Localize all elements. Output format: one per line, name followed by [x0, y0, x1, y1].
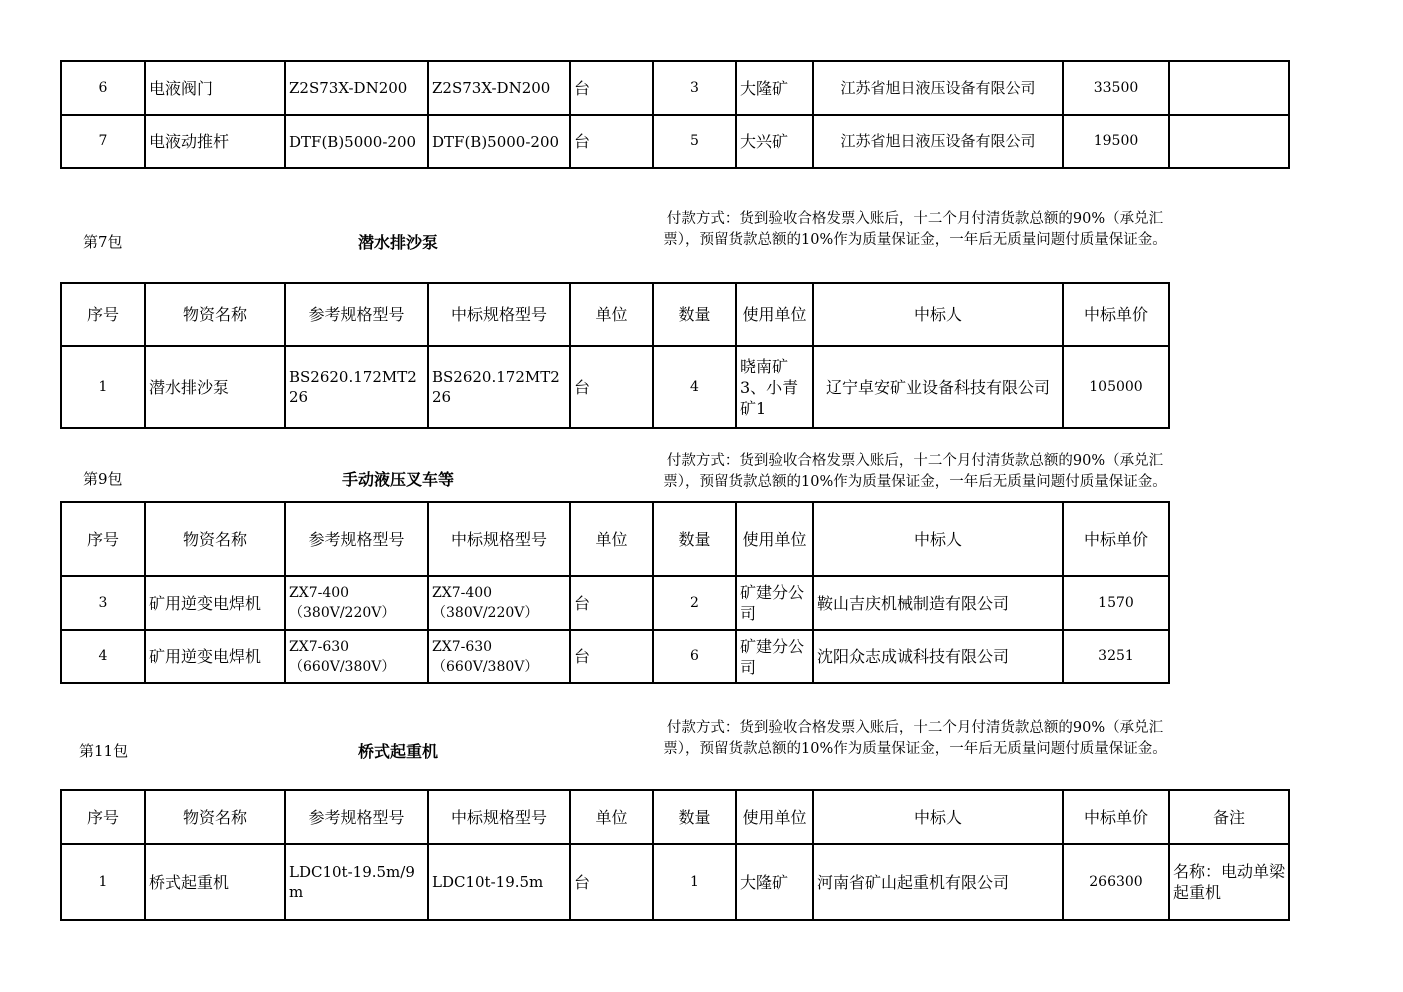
header-user: 使用单位	[736, 283, 813, 346]
name-cell: 潜水排沙泵	[145, 346, 285, 428]
seq-cell: 4	[61, 630, 145, 683]
user-cell: 晓南矿3、小青矿1	[736, 346, 813, 428]
package-title: 桥式起重机	[357, 742, 438, 761]
bid-spec-cell: BS2620.172MT226	[428, 346, 570, 428]
ref-spec-cell: Z2S73X-DN200	[285, 61, 428, 115]
price-cell: 1570	[1063, 576, 1169, 630]
ref-spec-cell: BS2620.172MT226	[285, 346, 428, 428]
bid-spec-cell: Z2S73X-DN200	[428, 61, 570, 115]
package9-table	[60, 501, 1170, 684]
table-row	[61, 844, 1289, 920]
package-title: 潜水排沙泵	[357, 233, 438, 252]
header-price: 中标单价	[1063, 502, 1169, 576]
package-title: 手动液压叉车等	[341, 470, 454, 489]
seq-cell: 3	[61, 576, 145, 630]
header-winner: 中标人	[813, 283, 1063, 346]
package7-table	[60, 282, 1170, 429]
header-unit: 单位	[570, 502, 653, 576]
header-bid-spec: 中标规格型号	[428, 790, 570, 844]
unit-cell: 台	[570, 115, 653, 168]
name-cell: 桥式起重机	[145, 844, 285, 920]
header-winner: 中标人	[813, 790, 1063, 844]
header-seq: 序号	[61, 502, 145, 576]
header-row	[61, 790, 1289, 844]
winner-cell: 辽宁卓安矿业设备科技有限公司	[813, 346, 1063, 428]
table-row	[61, 115, 1289, 168]
user-cell: 大兴矿	[736, 115, 813, 168]
user-cell: 大隆矿	[736, 61, 813, 115]
price-cell: 105000	[1063, 346, 1169, 428]
bid-spec-cell: LDC10t-19.5m	[428, 844, 570, 920]
name-cell: 矿用逆变电焊机	[145, 576, 285, 630]
table-row	[61, 630, 1169, 683]
ref-spec-cell: ZX7-400（380V/220V）	[285, 576, 428, 630]
header-ref-spec: 参考规格型号	[285, 790, 428, 844]
unit-cell: 台	[570, 61, 653, 115]
seq-cell: 6	[61, 61, 145, 115]
header-qty: 数量	[653, 790, 736, 844]
header-name: 物资名称	[145, 790, 285, 844]
note-cell: 名称：电动单梁起重机	[1169, 844, 1289, 920]
name-cell: 电液动推杆	[145, 115, 285, 168]
user-cell: 大隆矿	[736, 844, 813, 920]
unit-cell: 台	[570, 346, 653, 428]
seq-cell: 7	[61, 115, 145, 168]
name-cell: 电液阀门	[145, 61, 285, 115]
table-row	[61, 576, 1169, 630]
ref-spec-cell: LDC10t-19.5m/9m	[285, 844, 428, 920]
qty-cell: 4	[653, 346, 736, 428]
header-note: 备注	[1169, 790, 1289, 844]
winner-cell: 江苏省旭日液压设备有限公司	[813, 61, 1063, 115]
table-row	[61, 346, 1169, 428]
bid-spec-cell: DTF(B)5000-200	[428, 115, 570, 168]
qty-cell: 6	[653, 630, 736, 683]
qty-cell: 1	[653, 844, 736, 920]
seq-cell: 1	[61, 346, 145, 428]
header-bid-spec: 中标规格型号	[428, 502, 570, 576]
package-label: 第9包	[83, 470, 123, 488]
winner-cell: 河南省矿山起重机有限公司	[813, 844, 1063, 920]
header-ref-spec: 参考规格型号	[285, 283, 428, 346]
header-price: 中标单价	[1063, 283, 1169, 346]
bid-spec-cell: ZX7-400（380V/220V）	[428, 576, 570, 630]
ref-spec-cell: DTF(B)5000-200	[285, 115, 428, 168]
top-table	[60, 60, 1290, 169]
qty-cell: 5	[653, 115, 736, 168]
header-winner: 中标人	[813, 502, 1063, 576]
header-seq: 序号	[61, 283, 145, 346]
name-cell: 矿用逆变电焊机	[145, 630, 285, 683]
payment-terms: 付款方式：货到验收合格发票入账后，十二个月付清货款总额的90%（承兑汇票），预留货款总额的10%作为质量保证金，一年后无质量问题付质量保证金。	[663, 211, 1167, 248]
payment-terms: 付款方式：货到验收合格发票入账后，十二个月付清货款总额的90%（承兑汇票），预留货款总额的10%作为质量保证金，一年后无质量问题付质量保证金。	[663, 453, 1167, 490]
note-cell	[1169, 115, 1289, 168]
header-ref-spec: 参考规格型号	[285, 502, 428, 576]
package11-table	[60, 789, 1290, 921]
header-seq: 序号	[61, 790, 145, 844]
header-unit: 单位	[570, 283, 653, 346]
user-cell: 矿建分公司	[736, 576, 813, 630]
qty-cell: 2	[653, 576, 736, 630]
header-row	[61, 283, 1169, 346]
price-cell: 266300	[1063, 844, 1169, 920]
payment-terms: 付款方式：货到验收合格发票入账后，十二个月付清货款总额的90%（承兑汇票），预留货款总额的10%作为质量保证金，一年后无质量问题付质量保证金。	[663, 720, 1167, 757]
price-cell: 3251	[1063, 630, 1169, 683]
header-user: 使用单位	[736, 790, 813, 844]
price-cell: 19500	[1063, 115, 1169, 168]
header-name: 物资名称	[145, 502, 285, 576]
bid-spec-cell: ZX7-630（660V/380V）	[428, 630, 570, 683]
unit-cell: 台	[570, 630, 653, 683]
qty-cell: 3	[653, 61, 736, 115]
header-user: 使用单位	[736, 502, 813, 576]
package-label: 第7包	[83, 233, 123, 251]
note-cell	[1169, 61, 1289, 115]
winner-cell: 沈阳众志成诚科技有限公司	[813, 630, 1063, 683]
price-cell: 33500	[1063, 61, 1169, 115]
package-label: 第11包	[79, 742, 129, 760]
header-name: 物资名称	[145, 283, 285, 346]
unit-cell: 台	[570, 576, 653, 630]
header-row	[61, 502, 1169, 576]
seq-cell: 1	[61, 844, 145, 920]
winner-cell: 江苏省旭日液压设备有限公司	[813, 115, 1063, 168]
header-bid-spec: 中标规格型号	[428, 283, 570, 346]
header-qty: 数量	[653, 283, 736, 346]
header-unit: 单位	[570, 790, 653, 844]
winner-cell: 鞍山吉庆机械制造有限公司	[813, 576, 1063, 630]
ref-spec-cell: ZX7-630（660V/380V）	[285, 630, 428, 683]
table-row	[61, 61, 1289, 115]
unit-cell: 台	[570, 844, 653, 920]
header-qty: 数量	[653, 502, 736, 576]
header-price: 中标单价	[1063, 790, 1169, 844]
user-cell: 矿建分公司	[736, 630, 813, 683]
